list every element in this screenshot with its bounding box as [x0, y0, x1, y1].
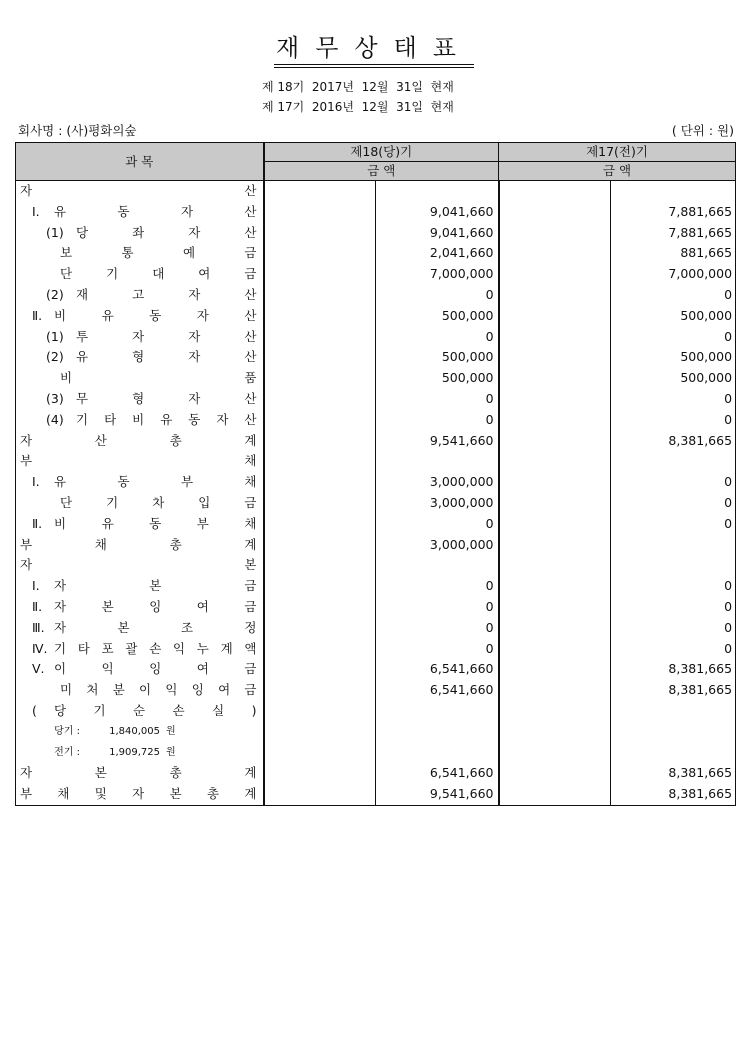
row-label	[16, 493, 264, 514]
prior-amount: 500,000	[611, 347, 736, 368]
net-loss-note	[20, 722, 257, 743]
current-period-header: 제18(당)기	[264, 143, 499, 162]
current-blank-cell	[264, 618, 376, 639]
prior-blank-cell	[499, 243, 611, 264]
current-amount-header: 금 액	[264, 162, 499, 181]
prior-blank-cell	[499, 472, 611, 493]
prior-amount: 0	[611, 493, 736, 514]
row-label-text: 보 통 예 금	[60, 245, 257, 261]
row-label	[16, 722, 264, 743]
row-label	[16, 597, 264, 618]
row-label-text: 부 채 총 계	[20, 536, 257, 552]
row-label	[16, 555, 264, 576]
table-row	[16, 659, 736, 680]
prior-blank-cell	[499, 306, 611, 327]
prior-blank-cell	[499, 389, 611, 410]
current-blank-cell	[264, 431, 376, 452]
row-label-text: 자 산 총 계	[20, 432, 257, 448]
row-prefix: (2)	[46, 286, 64, 302]
table-row	[16, 327, 736, 348]
current-blank-cell	[264, 743, 376, 764]
row-label	[16, 784, 264, 805]
title-underline	[274, 64, 474, 65]
prior-blank-cell	[499, 555, 611, 576]
table-row	[16, 264, 736, 285]
row-label-text: 기 타 비 유 동 자 산	[76, 411, 257, 427]
note-val: 1,909,725	[109, 746, 160, 758]
prior-amount: 0	[611, 639, 736, 660]
row-label-text: 비 유 동 자 산	[54, 307, 257, 323]
prior-amount	[611, 555, 736, 576]
row-prefix: Ⅱ.	[32, 515, 43, 531]
row-label	[16, 472, 264, 493]
table-row	[16, 493, 736, 514]
row-label	[16, 763, 264, 784]
prior-amount: 0	[611, 576, 736, 597]
prior-amount: 0	[611, 514, 736, 535]
row-label	[16, 618, 264, 639]
row-label-text: 자 본 금	[54, 578, 257, 594]
current-amount: 3,000,000	[376, 472, 499, 493]
current-blank-cell	[264, 659, 376, 680]
current-blank-cell	[264, 493, 376, 514]
current-blank-cell	[264, 514, 376, 535]
prior-amount: 7,881,665	[611, 223, 736, 244]
period-current: 제 18기 2017년 12월 31일 현재	[262, 80, 454, 94]
note-key: 전기 :	[54, 746, 80, 758]
row-label	[16, 389, 264, 410]
row-label	[16, 535, 264, 556]
prior-amount: 8,381,665	[611, 431, 736, 452]
row-label-text: 비 품	[60, 370, 257, 386]
table-row	[16, 243, 736, 264]
row-label	[16, 659, 264, 680]
row-label	[16, 680, 264, 701]
current-amount: 7,000,000	[376, 264, 499, 285]
current-amount: 500,000	[376, 306, 499, 327]
row-label	[16, 347, 264, 368]
row-prefix: Ⅴ.	[32, 661, 45, 677]
current-amount: 0	[376, 410, 499, 431]
row-label-text: 단 기 대 여 금	[60, 266, 257, 282]
prior-amount: 0	[611, 618, 736, 639]
prior-amount	[611, 535, 736, 556]
current-blank-cell	[264, 306, 376, 327]
current-blank-cell	[264, 555, 376, 576]
note-unit: 원	[166, 725, 176, 737]
current-amount: 0	[376, 285, 499, 306]
row-label	[16, 410, 264, 431]
row-label	[16, 223, 264, 244]
row-label	[16, 514, 264, 535]
table-row	[16, 618, 736, 639]
table-row	[16, 514, 736, 535]
prior-amount: 0	[611, 389, 736, 410]
prior-amount: 8,381,665	[611, 784, 736, 805]
prior-amount: 0	[611, 327, 736, 348]
row-prefix: (	[32, 702, 37, 718]
current-amount: 0	[376, 327, 499, 348]
prior-blank-cell	[499, 410, 611, 431]
row-label-text: 자 본 잉 여 금	[54, 598, 257, 614]
prior-blank-cell	[499, 784, 611, 805]
table-row	[16, 535, 736, 556]
company-name: 회사명 : (사)평화의숲	[18, 123, 137, 138]
current-blank-cell	[264, 722, 376, 743]
row-label-text: 기 타 포 괄 손 익 누 계 액	[54, 640, 257, 656]
current-blank-cell	[264, 410, 376, 431]
prior-amount: 8,381,665	[611, 659, 736, 680]
row-label-text: 당 기 순 손 실 )	[54, 702, 257, 718]
table-row	[16, 368, 736, 389]
current-amount: 0	[376, 514, 499, 535]
current-amount: 0	[376, 618, 499, 639]
row-label	[16, 451, 264, 472]
row-label-text: 미 처 분 이 익 잉 여 금	[60, 682, 257, 698]
row-label	[16, 202, 264, 223]
current-blank-cell	[264, 181, 376, 202]
prior-blank-cell	[499, 535, 611, 556]
current-blank-cell	[264, 597, 376, 618]
row-prefix: (4)	[46, 411, 64, 427]
title-underline-2	[274, 67, 474, 68]
row-label	[16, 327, 264, 348]
current-amount: 0	[376, 639, 499, 660]
current-blank-cell	[264, 701, 376, 722]
current-amount	[376, 722, 499, 743]
row-prefix: Ⅱ.	[32, 307, 43, 323]
prior-amount	[611, 701, 736, 722]
row-label-text: 투 자 자 산	[76, 328, 257, 344]
row-label-text: 유 동 부 채	[54, 474, 257, 490]
row-label-text: 유 형 자 산	[76, 349, 257, 365]
prior-amount: 500,000	[611, 306, 736, 327]
row-label-text: 부 채 및 자 본 총 계	[20, 786, 257, 802]
table-row	[16, 306, 736, 327]
prior-blank-cell	[499, 659, 611, 680]
row-label-text: 이 익 잉 여 금	[54, 661, 257, 677]
row-label	[16, 639, 264, 660]
subject-header: 과 목	[16, 143, 264, 181]
row-label	[16, 701, 264, 722]
current-amount: 9,041,660	[376, 223, 499, 244]
table-row	[16, 784, 736, 805]
current-amount: 3,000,000	[376, 535, 499, 556]
table-body	[16, 181, 736, 806]
prior-blank-cell	[499, 285, 611, 306]
current-blank-cell	[264, 368, 376, 389]
row-label-text: 부 채	[20, 453, 257, 469]
current-blank-cell	[264, 243, 376, 264]
row-label	[16, 576, 264, 597]
table-row	[16, 389, 736, 410]
prior-blank-cell	[499, 347, 611, 368]
row-label-text: 자 본 조 정	[54, 619, 257, 635]
prior-blank-cell	[499, 763, 611, 784]
row-label	[16, 285, 264, 306]
current-blank-cell	[264, 327, 376, 348]
prior-blank-cell	[499, 743, 611, 764]
current-amount: 500,000	[376, 368, 499, 389]
current-blank-cell	[264, 472, 376, 493]
prior-blank-cell	[499, 701, 611, 722]
current-amount: 9,541,660	[376, 431, 499, 452]
row-prefix: Ⅰ.	[32, 578, 40, 594]
table-row	[16, 451, 736, 472]
current-blank-cell	[264, 285, 376, 306]
prior-amount: 7,881,665	[611, 202, 736, 223]
prior-blank-cell	[499, 618, 611, 639]
prior-blank-cell	[499, 327, 611, 348]
prior-amount	[611, 181, 736, 202]
table-row	[16, 701, 736, 722]
table-row	[16, 410, 736, 431]
current-blank-cell	[264, 202, 376, 223]
table-row	[16, 597, 736, 618]
current-blank-cell	[264, 223, 376, 244]
current-blank-cell	[264, 264, 376, 285]
table-row	[16, 472, 736, 493]
row-label-text: 재 고 자 산	[76, 286, 257, 302]
current-blank-cell	[264, 535, 376, 556]
prior-blank-cell	[499, 514, 611, 535]
current-amount	[376, 451, 499, 472]
row-label	[16, 431, 264, 452]
row-prefix: Ⅳ.	[32, 640, 48, 656]
table-row	[16, 722, 736, 743]
prior-period-header: 제17(전)기	[499, 143, 736, 162]
row-label	[16, 181, 264, 202]
current-amount	[376, 743, 499, 764]
row-label	[16, 306, 264, 327]
net-loss-note	[20, 743, 257, 764]
current-blank-cell	[264, 784, 376, 805]
row-prefix: Ⅰ.	[32, 203, 40, 219]
prior-amount: 0	[611, 285, 736, 306]
current-amount: 3,000,000	[376, 493, 499, 514]
current-amount: 0	[376, 389, 499, 410]
prior-blank-cell	[499, 639, 611, 660]
current-amount	[376, 701, 499, 722]
current-blank-cell	[264, 451, 376, 472]
current-amount	[376, 181, 499, 202]
current-amount	[376, 555, 499, 576]
prior-blank-cell	[499, 576, 611, 597]
table-row	[16, 763, 736, 784]
row-label-text: 무 형 자 산	[76, 390, 257, 406]
prior-amount: 0	[611, 410, 736, 431]
current-blank-cell	[264, 763, 376, 784]
prior-blank-cell	[499, 680, 611, 701]
prior-amount-header: 금 액	[499, 162, 736, 181]
note-val: 1,840,005	[109, 725, 160, 737]
table-row	[16, 576, 736, 597]
row-prefix: (3)	[46, 390, 64, 406]
table-row	[16, 680, 736, 701]
current-amount: 0	[376, 576, 499, 597]
current-amount: 9,041,660	[376, 202, 499, 223]
table-row	[16, 431, 736, 452]
current-blank-cell	[264, 576, 376, 597]
row-prefix: Ⅱ.	[32, 598, 43, 614]
current-amount: 9,541,660	[376, 784, 499, 805]
row-label-text: 자 본 총 계	[20, 765, 257, 781]
prior-amount: 7,000,000	[611, 264, 736, 285]
table-row	[16, 743, 736, 764]
row-label	[16, 264, 264, 285]
table-row	[16, 555, 736, 576]
current-amount: 500,000	[376, 347, 499, 368]
current-amount: 6,541,660	[376, 659, 499, 680]
prior-blank-cell	[499, 202, 611, 223]
table-row	[16, 202, 736, 223]
row-label	[16, 243, 264, 264]
current-blank-cell	[264, 639, 376, 660]
row-label-text: 당 좌 자 산	[76, 224, 257, 240]
row-prefix: (2)	[46, 349, 64, 365]
prior-blank-cell	[499, 431, 611, 452]
prior-blank-cell	[499, 368, 611, 389]
row-prefix: Ⅰ.	[32, 474, 40, 490]
row-label-text: 비 유 동 부 채	[54, 515, 257, 531]
prior-amount: 0	[611, 472, 736, 493]
row-label-text: 자 본	[20, 557, 257, 573]
balance-sheet-table	[15, 142, 736, 806]
current-blank-cell	[264, 680, 376, 701]
prior-amount: 500,000	[611, 368, 736, 389]
note-key: 당기 :	[54, 725, 80, 737]
row-label-text: 단 기 차 입 금	[60, 494, 257, 510]
row-label-text: 유 동 자 산	[54, 203, 257, 219]
document-title: 재무상태표	[276, 34, 472, 62]
prior-blank-cell	[499, 264, 611, 285]
prior-amount: 8,381,665	[611, 680, 736, 701]
period-prior: 제 17기 2016년 12월 31일 현재	[262, 100, 454, 114]
row-prefix: (1)	[46, 224, 64, 240]
row-label-text: 자 산	[20, 183, 257, 198]
current-blank-cell	[264, 347, 376, 368]
current-amount: 6,541,660	[376, 680, 499, 701]
note-unit: 원	[166, 746, 176, 758]
prior-amount: 881,665	[611, 243, 736, 264]
table-row	[16, 285, 736, 306]
prior-blank-cell	[499, 493, 611, 514]
prior-amount	[611, 451, 736, 472]
prior-blank-cell	[499, 223, 611, 244]
current-amount: 2,041,660	[376, 243, 499, 264]
table-row	[16, 347, 736, 368]
prior-amount: 0	[611, 597, 736, 618]
prior-blank-cell	[499, 597, 611, 618]
current-amount: 6,541,660	[376, 763, 499, 784]
table-row	[16, 223, 736, 244]
row-label	[16, 743, 264, 764]
prior-amount: 8,381,665	[611, 763, 736, 784]
row-prefix: (1)	[46, 328, 64, 344]
prior-blank-cell	[499, 722, 611, 743]
row-label	[16, 368, 264, 389]
current-blank-cell	[264, 389, 376, 410]
prior-blank-cell	[499, 181, 611, 202]
prior-amount	[611, 722, 736, 743]
table-row	[16, 181, 736, 202]
prior-blank-cell	[499, 451, 611, 472]
row-prefix: Ⅲ.	[32, 619, 45, 635]
table-row	[16, 639, 736, 660]
current-amount: 0	[376, 597, 499, 618]
prior-amount	[611, 743, 736, 764]
unit-label: ( 단위 : 원)	[671, 123, 734, 138]
